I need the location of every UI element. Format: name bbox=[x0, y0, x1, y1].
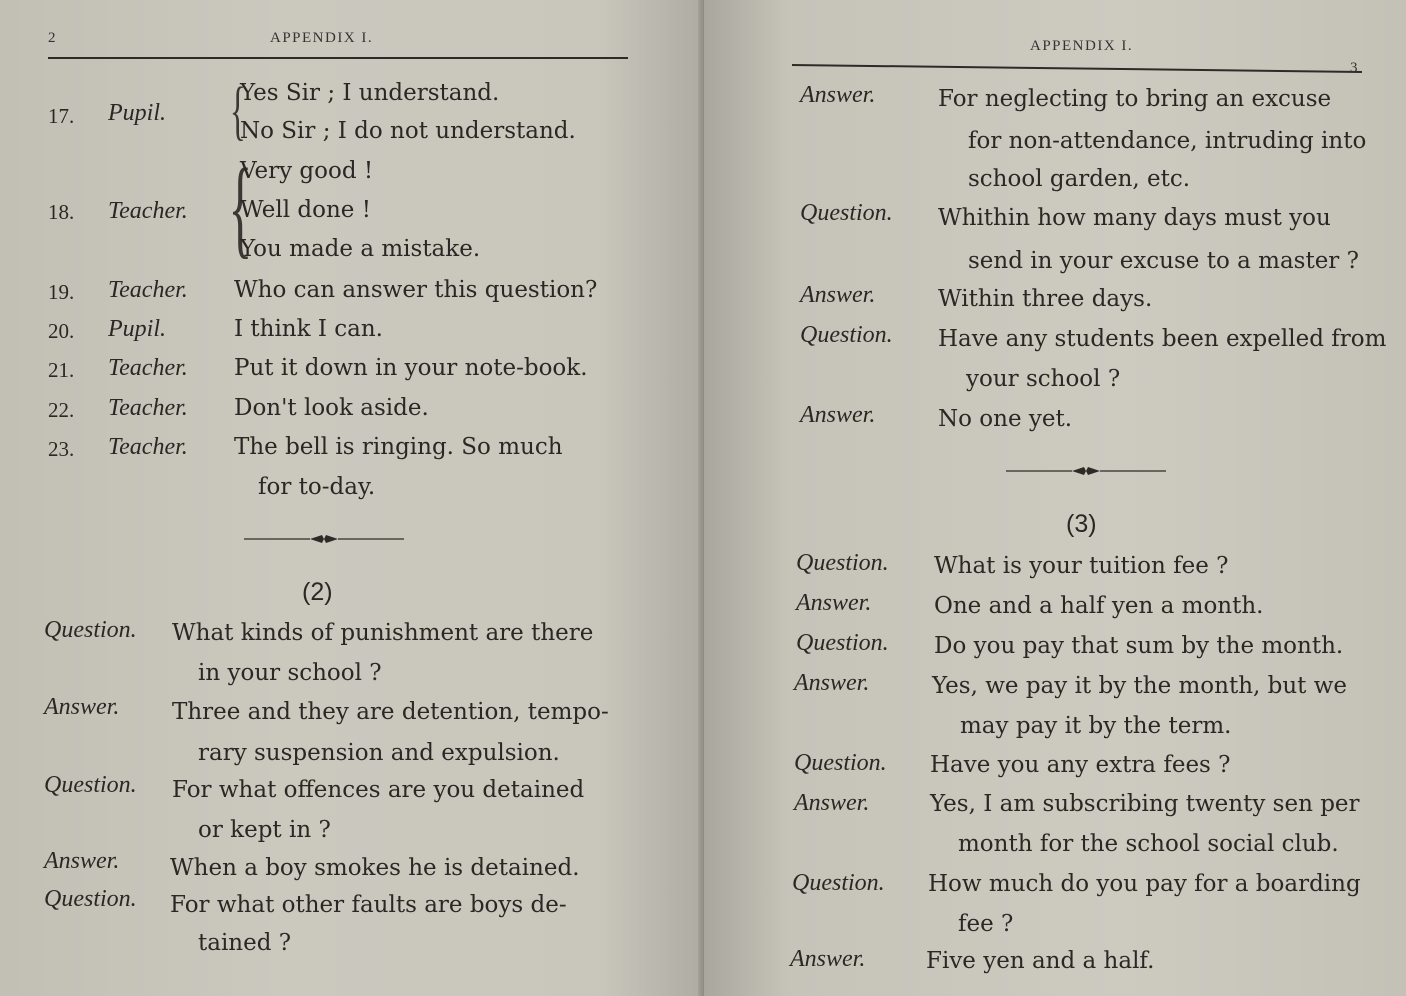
qa-label: Question. bbox=[44, 772, 137, 798]
speaker-label: Pupil. bbox=[108, 100, 166, 126]
dialogue-line: Put it down in your note-book. bbox=[234, 355, 588, 381]
qa-line: Five yen and a half. bbox=[926, 948, 1155, 974]
right-page bbox=[704, 0, 1406, 996]
qa-line: One and a half yen a month. bbox=[934, 593, 1264, 619]
left-header-rule bbox=[48, 57, 628, 59]
section-title: (2) bbox=[302, 578, 333, 606]
qa-line: or kept in ? bbox=[198, 817, 331, 843]
qa-label: Answer. bbox=[800, 82, 876, 108]
speaker-label: Pupil. bbox=[108, 316, 166, 342]
qa-line: When a boy smokes he is detained. bbox=[170, 855, 580, 881]
qa-label: Question. bbox=[794, 750, 887, 776]
right-header-rule bbox=[792, 64, 1362, 73]
qa-line: school garden, etc. bbox=[968, 166, 1191, 192]
qa-label: Answer. bbox=[794, 670, 870, 696]
qa-line: For what other faults are boys de- bbox=[170, 892, 567, 918]
qa-line: For what offences are you detained bbox=[172, 777, 585, 803]
qa-label: Answer. bbox=[44, 694, 120, 720]
dialogue-number: 21. bbox=[48, 358, 75, 382]
qa-line: Do you pay that sum by the month. bbox=[934, 633, 1344, 659]
qa-line: fee ? bbox=[958, 911, 1014, 937]
dialogue-number: 19. bbox=[48, 280, 75, 304]
qa-line: may pay it by the term. bbox=[960, 713, 1232, 739]
qa-line: your school ? bbox=[966, 366, 1121, 392]
left-page-number: 2 bbox=[48, 30, 57, 46]
qa-line: What kinds of punishment are there bbox=[172, 620, 594, 646]
section-title: (3) bbox=[1066, 510, 1097, 538]
qa-label: Question. bbox=[44, 617, 137, 643]
qa-line: in your school ? bbox=[198, 660, 382, 686]
dialogue-line: The bell is ringing. So much bbox=[234, 434, 563, 460]
dialogue-line: I think I can. bbox=[234, 316, 383, 342]
qa-line: tained ? bbox=[198, 930, 292, 956]
dialogue-number: 17. bbox=[48, 104, 75, 128]
qa-line: for non-attendance, intruding into bbox=[968, 128, 1367, 154]
dialogue-line: Don't look aside. bbox=[234, 395, 429, 421]
qa-label: Question. bbox=[800, 322, 893, 348]
qa-line: month for the school social club. bbox=[958, 831, 1339, 857]
qa-label: Question. bbox=[796, 550, 889, 576]
qa-line: Have any students been expelled from bbox=[938, 326, 1387, 352]
qa-line: What is your tuition fee ? bbox=[934, 553, 1229, 579]
dialogue-line: for to-day. bbox=[258, 474, 376, 500]
qa-line: Yes, I am subscribing twenty sen per bbox=[930, 791, 1360, 817]
dialogue-line: Well done ! bbox=[240, 197, 371, 223]
qa-line: Yes, we pay it by the month, but we bbox=[932, 673, 1348, 699]
qa-line: Whithin how many days must you bbox=[938, 205, 1331, 231]
qa-line: How much do you pay for a boarding bbox=[928, 871, 1361, 897]
qa-line: Three and they are detention, tempo- bbox=[172, 699, 609, 725]
section-divider-ornament bbox=[1006, 464, 1166, 478]
right-running-head: APPENDIX I. bbox=[1030, 38, 1134, 54]
dialogue-number: 22. bbox=[48, 398, 75, 422]
qa-label: Answer. bbox=[800, 282, 876, 308]
dialogue-line: You made a mistake. bbox=[240, 236, 481, 262]
section-divider-ornament bbox=[244, 532, 404, 546]
right-page-number: 3 bbox=[1350, 60, 1359, 76]
qa-label: Answer. bbox=[800, 402, 876, 428]
qa-label: Answer. bbox=[44, 848, 120, 874]
speaker-label: Teacher. bbox=[108, 395, 188, 421]
dialogue-number: 23. bbox=[48, 437, 75, 461]
dialogue-line: Who can answer this question? bbox=[234, 277, 598, 303]
qa-label: Question. bbox=[800, 200, 893, 226]
qa-line: No one yet. bbox=[938, 406, 1073, 432]
dialogue-line: Very good ! bbox=[240, 158, 374, 184]
qa-label: Answer. bbox=[790, 946, 866, 972]
left-running-head: APPENDIX I. bbox=[270, 30, 374, 46]
qa-line: For neglecting to bring an excuse bbox=[938, 86, 1332, 112]
qa-label: Answer. bbox=[796, 590, 872, 616]
qa-line: Have you any extra fees ? bbox=[930, 752, 1231, 778]
dialogue-number: 20. bbox=[48, 319, 75, 343]
qa-label: Question. bbox=[792, 870, 885, 896]
qa-label: Question. bbox=[44, 886, 137, 912]
speaker-label: Teacher. bbox=[108, 198, 188, 224]
qa-label: Answer. bbox=[794, 790, 870, 816]
left-brace: { bbox=[229, 74, 246, 147]
speaker-label: Teacher. bbox=[108, 277, 188, 303]
speaker-label: Teacher. bbox=[108, 355, 188, 381]
qa-line: rary suspension and expulsion. bbox=[198, 740, 560, 766]
qa-label: Question. bbox=[796, 630, 889, 656]
dialogue-line: No Sir ; I do not understand. bbox=[240, 118, 576, 144]
dialogue-line: Yes Sir ; I understand. bbox=[240, 80, 500, 106]
qa-line: send in your excuse to a master ? bbox=[968, 248, 1359, 274]
left-brace: { bbox=[228, 146, 253, 268]
speaker-label: Teacher. bbox=[108, 434, 188, 460]
dialogue-number: 18. bbox=[48, 200, 75, 224]
qa-line: Within three days. bbox=[938, 286, 1153, 312]
